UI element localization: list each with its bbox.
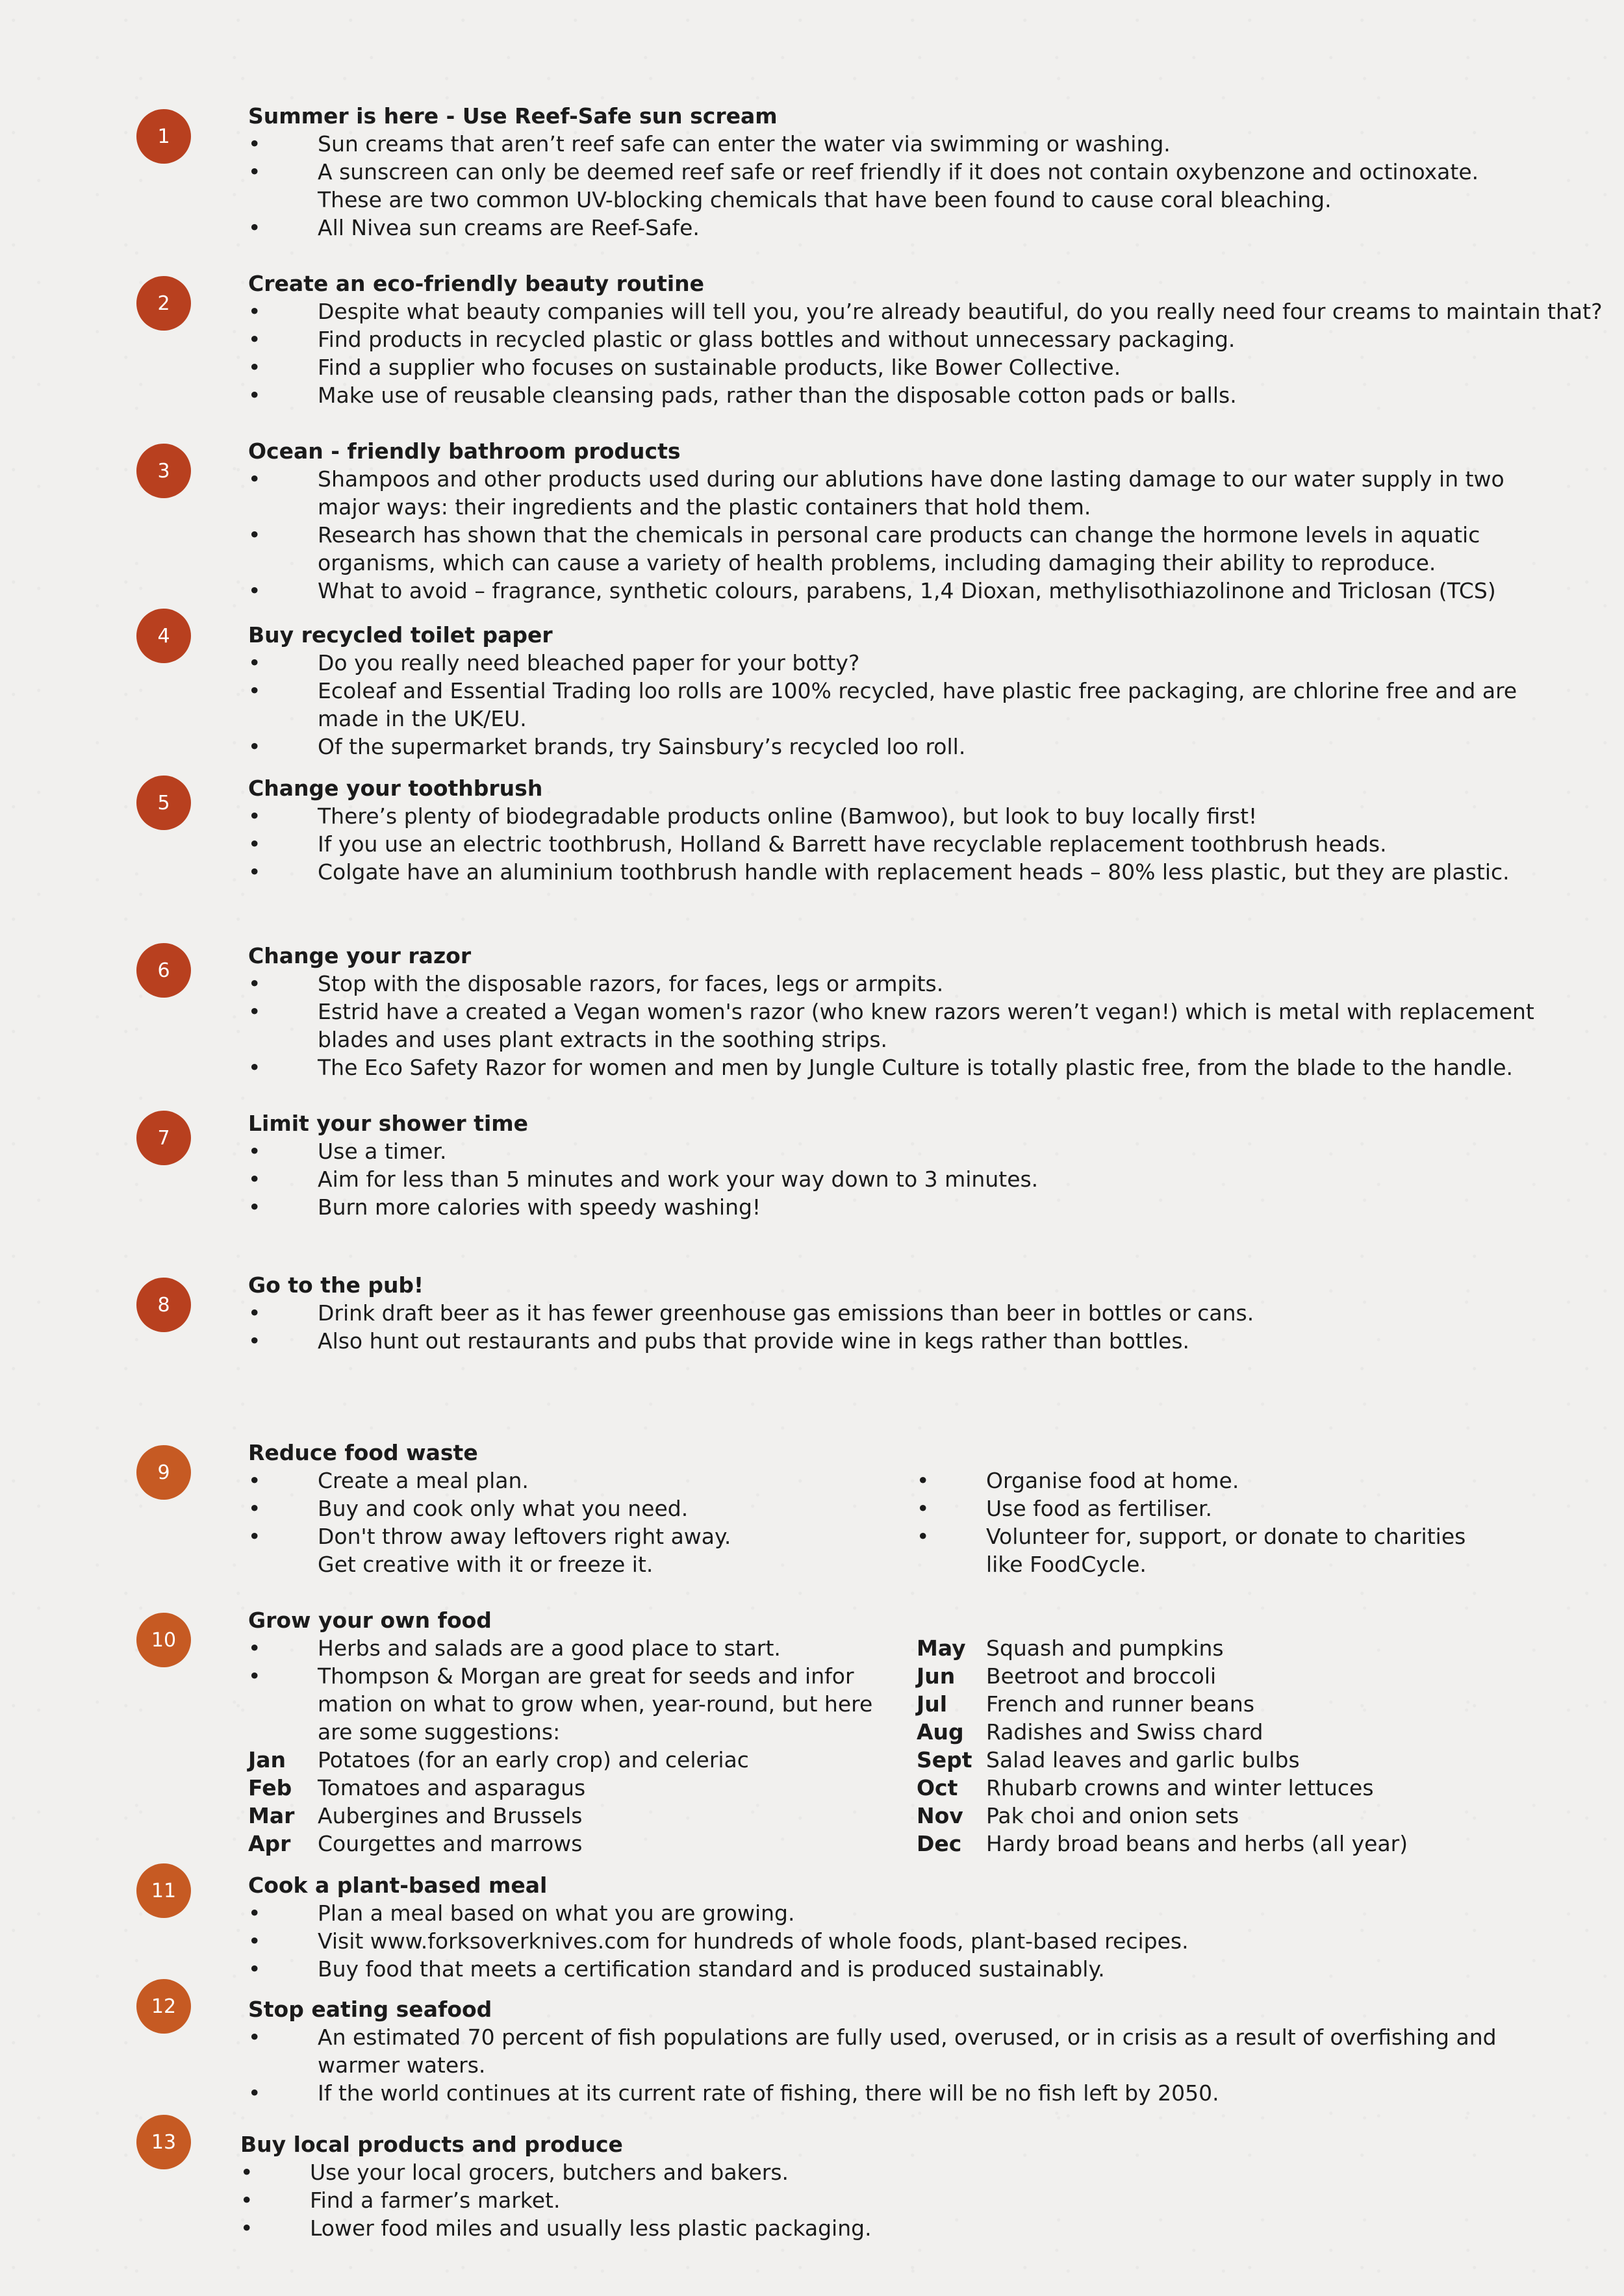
bullet-icon: • <box>240 2188 253 2213</box>
bullet-icon: • <box>917 1524 930 1549</box>
section-number-badge: 3 <box>136 444 191 498</box>
month-row <box>917 1830 1566 1858</box>
bullet-text: Use food as fertiliser. <box>986 1496 1212 1521</box>
bullet-icon: • <box>240 2160 253 2185</box>
bullet-item <box>248 998 1612 1026</box>
section-title: Change your razor <box>248 943 472 968</box>
bullet-text: These are two common UV-blocking chemicals that have been found to cause coral bleaching. <box>318 187 1332 212</box>
bullet-icon: • <box>248 1900 261 1926</box>
section-number-badge: 7 <box>136 1111 191 1165</box>
two-columns <box>248 1634 1612 1858</box>
bullet-item <box>248 1467 911 1495</box>
month-label: Feb <box>248 1775 292 1800</box>
right-column <box>917 1634 1566 1858</box>
section-number-badge: 12 <box>136 1979 191 2034</box>
section-title: Change your toothbrush <box>248 776 543 801</box>
bullet-text: Lower food miles and usually less plastic packaging. <box>310 2215 872 2241</box>
bullet-text: Stop with the disposable razors, for faces, legs or armpits. <box>318 971 944 996</box>
bullet-text: made in the UK/EU. <box>318 706 527 731</box>
section-number-badge: 5 <box>136 776 191 830</box>
bullet-item <box>917 1522 1566 1550</box>
bullet-icon: • <box>248 1524 261 1549</box>
section-title: Create an eco-friendly beauty routine <box>248 271 705 296</box>
bullet-text: Shampoos and other products used during our ablutions have done lasting damage to our water supply in two <box>318 466 1504 492</box>
bullet-item <box>248 677 1612 705</box>
bullet-icon: • <box>248 971 261 996</box>
bullet-item <box>248 1955 1612 1983</box>
bullet-icon: • <box>248 2080 261 2106</box>
bullet-text: Use a timer. <box>318 1139 447 1164</box>
tip-section-13 <box>240 2130 1605 2242</box>
tip-section-2 <box>248 270 1612 409</box>
bullet-icon: • <box>248 803 261 829</box>
month-label: Oct <box>917 1775 958 1800</box>
month-label: Apr <box>248 1831 291 1856</box>
bullet-text: There’s plenty of biodegradable products online (Bamwoo), but look to buy locally first! <box>318 803 1258 829</box>
bullet-item <box>248 1026 1612 1053</box>
month-row <box>248 1774 911 1802</box>
bullet-item <box>240 2158 1605 2186</box>
bullet-icon: • <box>248 2025 261 2050</box>
bullet-text: mation on what to grow when, year-round, but here <box>318 1691 873 1717</box>
month-suggestion: Courgettes and marrows <box>318 1831 583 1856</box>
tip-section-5 <box>248 774 1612 886</box>
section-number-badge: 2 <box>136 276 191 331</box>
bullet-item <box>248 465 1612 493</box>
tip-section-11 <box>248 1871 1612 1983</box>
bullet-item <box>248 186 1612 214</box>
month-suggestion: Radishes and Swiss chard <box>986 1719 1263 1745</box>
bullet-text: Plan a meal based on what you are growing. <box>318 1900 795 1926</box>
month-label: Jun <box>917 1663 956 1689</box>
bullet-icon: • <box>248 1167 261 1192</box>
bullet-text: Buy food that meets a certification standard and is produced sustainably. <box>318 1956 1105 1982</box>
month-suggestion: Salad leaves and garlic bulbs <box>986 1747 1300 1772</box>
tip-section-8 <box>248 1271 1612 1355</box>
section-number-badge: 4 <box>136 609 191 663</box>
bullet-icon: • <box>248 327 261 352</box>
bullet-text: Make use of reusable cleansing pads, rather than the disposable cotton pads or balls. <box>318 383 1237 408</box>
bullet-item <box>248 1550 911 1578</box>
bullet-icon: • <box>248 1663 261 1689</box>
section-number-badge: 13 <box>136 2115 191 2169</box>
bullet-text: What to avoid – fragrance, synthetic colours, parabens, 1,4 Dioxan, methylisothiazolinone and Triclosan (TCS) <box>318 578 1496 603</box>
bullet-icon: • <box>248 131 261 157</box>
bullet-text: A sunscreen can only be deemed reef safe or reef friendly if it does not contain oxybenzone and octinoxate. <box>318 159 1479 184</box>
bullet-icon: • <box>248 1139 261 1164</box>
month-label: Mar <box>248 1803 295 1828</box>
bullet-text: Find products in recycled plastic or glass bottles and without unnecessary packaging. <box>318 327 1236 352</box>
month-suggestion: Rhubarb crowns and winter lettuces <box>986 1775 1374 1800</box>
month-row <box>917 1718 1566 1746</box>
bullet-text: Aim for less than 5 minutes and work your way down to 3 minutes. <box>318 1167 1039 1192</box>
bullet-item <box>248 493 1612 521</box>
bullet-item <box>248 649 1612 677</box>
bullet-text: If the world continues at its current rate of fishing, there will be no fish left by 2050. <box>318 2080 1219 2106</box>
bullet-text: Organise food at home. <box>986 1468 1239 1493</box>
bullet-text: Despite what beauty companies will tell you, you’re already beautiful, do you really need four creams to maintain that? <box>318 299 1603 324</box>
bullet-item <box>248 130 1612 158</box>
month-row <box>917 1802 1566 1830</box>
bullet-item <box>240 2214 1605 2242</box>
month-row <box>917 1746 1566 1774</box>
bullet-text: If you use an electric toothbrush, Holland & Barrett have recyclable replacement toothbrush heads. <box>318 831 1387 857</box>
right-column <box>917 1467 1566 1578</box>
bullet-text: An estimated 70 percent of fish populations are fully used, overused, or in crisis as a result of overfishing and <box>318 2025 1497 2050</box>
section-number-badge: 1 <box>136 109 191 164</box>
bullet-text: Research has shown that the chemicals in personal care products can change the hormone levels in aquatic <box>318 522 1480 548</box>
bullet-item <box>248 830 1612 858</box>
left-column <box>248 1467 911 1578</box>
bullet-item <box>248 2079 1612 2107</box>
bullet-item <box>248 1193 1612 1221</box>
bullet-icon: • <box>248 1055 261 1080</box>
bullet-icon: • <box>248 1468 261 1493</box>
tip-section-4 <box>248 621 1612 761</box>
bullet-item <box>248 1899 1612 1927</box>
bullet-text: Ecoleaf and Essential Trading loo rolls are 100% recycled, have plastic free packaging, are chlorine free and are <box>318 678 1517 703</box>
bullet-item <box>248 1634 911 1662</box>
bullet-text: blades and uses plant extracts in the soothing strips. <box>318 1027 888 1052</box>
month-suggestion: Potatoes (for an early crop) and celeriac <box>318 1747 749 1772</box>
bullet-text: Use your local grocers, butchers and bakers. <box>310 2160 789 2185</box>
bullet-item <box>248 325 1612 353</box>
bullet-item <box>248 297 1612 325</box>
month-label: Jul <box>917 1691 948 1717</box>
bullet-item <box>248 2051 1612 2079</box>
bullet-icon: • <box>248 1300 261 1326</box>
section-title: Go to the pub! <box>248 1272 424 1298</box>
bullet-text: Do you really need bleached paper for your botty? <box>318 650 860 675</box>
bullet-text: Don't throw away leftovers right away. <box>318 1524 731 1549</box>
bullet-text: Find a farmer’s market. <box>310 2188 561 2213</box>
month-row <box>917 1690 1566 1718</box>
tip-section-6 <box>248 942 1612 1081</box>
month-row <box>248 1830 911 1858</box>
bullet-icon: • <box>240 2215 253 2241</box>
bullet-item <box>248 521 1612 549</box>
bullet-text: Of the supermarket brands, try Sainsbury’s recycled loo roll. <box>318 734 966 759</box>
bullet-item <box>248 353 1612 381</box>
bullet-icon: • <box>248 999 261 1024</box>
month-row <box>248 1802 911 1830</box>
bullet-item <box>248 577 1612 605</box>
bullet-icon: • <box>248 466 261 492</box>
bullet-icon: • <box>248 734 261 759</box>
section-title: Stop eating seafood <box>248 1997 492 2022</box>
bullet-text: Also hunt out restaurants and pubs that provide wine in kegs rather than bottles. <box>318 1328 1190 1354</box>
left-column <box>248 1634 911 1858</box>
bullet-item <box>240 2186 1605 2214</box>
bullet-text: Drink draft beer as it has fewer greenhouse gas emissions than beer in bottles or cans. <box>318 1300 1254 1326</box>
bullet-item <box>248 214 1612 242</box>
section-title: Reduce food waste <box>248 1440 478 1465</box>
tip-section-3 <box>248 437 1612 605</box>
bullet-icon: • <box>248 1928 261 1954</box>
section-title: Buy recycled toilet paper <box>248 622 553 648</box>
section-title: Ocean - friendly bathroom products <box>248 438 681 464</box>
bullet-item <box>917 1495 1566 1522</box>
bullet-item <box>248 1137 1612 1165</box>
section-title: Cook a plant-based meal <box>248 1873 548 1898</box>
bullet-icon: • <box>917 1496 930 1521</box>
bullet-text: Estrid have a created a Vegan women's razor (who knew razors weren’t vegan!) which is metal with replacement <box>318 999 1534 1024</box>
bullet-item <box>248 1927 1612 1955</box>
month-suggestion: Aubergines and Brussels <box>318 1803 583 1828</box>
bullet-item <box>248 2023 1612 2051</box>
bullet-item <box>248 802 1612 830</box>
month-suggestion: French and runner beans <box>986 1691 1255 1717</box>
bullet-text: Herbs and salads are a good place to start. <box>318 1635 781 1661</box>
bullet-icon: • <box>248 1496 261 1521</box>
bullet-item <box>917 1467 1566 1495</box>
tip-section-7 <box>248 1109 1612 1221</box>
bullet-item <box>248 970 1612 998</box>
bullet-item <box>248 705 1612 733</box>
bullet-icon: • <box>248 1194 261 1220</box>
bullet-item <box>248 733 1612 761</box>
tip-section-10 <box>248 1606 1612 1858</box>
bullet-text: Create a meal plan. <box>318 1468 529 1493</box>
bullet-text: are some suggestions: <box>318 1719 561 1745</box>
month-label: May <box>917 1635 966 1661</box>
month-row <box>248 1746 911 1774</box>
bullet-text: major ways: their ingredients and the plastic containers that hold them. <box>318 494 1091 520</box>
month-row <box>917 1634 1566 1662</box>
bullet-text: All Nivea sun creams are Reef-Safe. <box>318 215 700 240</box>
bullet-text: Sun creams that aren’t reef safe can enter the water via swimming or washing. <box>318 131 1171 157</box>
bullet-item <box>248 1299 1612 1327</box>
section-title: Buy local products and produce <box>240 2132 623 2157</box>
month-label: Jan <box>248 1747 286 1772</box>
bullet-text: like FoodCycle. <box>986 1552 1147 1577</box>
bullet-icon: • <box>248 355 261 380</box>
bullet-text: Buy and cook only what you need. <box>318 1496 689 1521</box>
section-title: Limit your shower time <box>248 1111 529 1136</box>
bullet-item <box>248 1662 911 1690</box>
bullet-icon: • <box>248 215 261 240</box>
section-number-badge: 9 <box>136 1445 191 1500</box>
month-row <box>917 1774 1566 1802</box>
bullet-icon: • <box>248 1328 261 1354</box>
bullet-text: organisms, which can cause a variety of health problems, including damaging their ability to reproduce. <box>318 550 1436 575</box>
two-columns <box>248 1467 1612 1578</box>
bullet-text: Burn more calories with speedy washing! <box>318 1194 761 1220</box>
month-label: Sept <box>917 1747 972 1772</box>
bullet-icon: • <box>917 1468 930 1493</box>
section-number-badge: 6 <box>136 943 191 998</box>
bullet-text: Get creative with it or freeze it. <box>318 1552 653 1577</box>
month-label: Dec <box>917 1831 962 1856</box>
bullet-item <box>248 549 1612 577</box>
bullet-item <box>248 1165 1612 1193</box>
bullet-item <box>248 158 1612 186</box>
bullet-item <box>248 1690 911 1718</box>
bullet-icon: • <box>248 1956 261 1982</box>
tip-section-9 <box>248 1439 1612 1578</box>
bullet-text: The Eco Safety Razor for women and men by Jungle Culture is totally plastic free, from the blade to the handle. <box>318 1055 1514 1080</box>
bullet-icon: • <box>248 831 261 857</box>
bullet-icon: • <box>248 383 261 408</box>
section-number-badge: 11 <box>136 1863 191 1918</box>
bullet-icon: • <box>248 522 261 548</box>
bullet-icon: • <box>248 578 261 603</box>
month-label: Aug <box>917 1719 964 1745</box>
bullet-text: Thompson & Morgan are great for seeds and infor <box>318 1663 854 1689</box>
bullet-item <box>248 858 1612 886</box>
section-number-badge: 8 <box>136 1278 191 1332</box>
bullet-text: warmer waters. <box>318 2052 486 2078</box>
bullet-icon: • <box>248 159 261 184</box>
bullet-item <box>248 1053 1612 1081</box>
bullet-item <box>248 381 1612 409</box>
month-label: Nov <box>917 1803 963 1828</box>
bullet-icon: • <box>248 299 261 324</box>
section-number-badge: 10 <box>136 1613 191 1667</box>
bullet-text: Colgate have an aluminium toothbrush handle with replacement heads – 80% less plastic, but they are plastic. <box>318 859 1510 885</box>
section-title: Grow your own food <box>248 1608 492 1633</box>
bullet-item <box>248 1327 1612 1355</box>
tip-section-1 <box>248 102 1612 242</box>
bullet-text: Volunteer for, support, or donate to charities <box>986 1524 1466 1549</box>
bullet-item <box>248 1718 911 1746</box>
bullet-item <box>917 1550 1566 1578</box>
month-suggestion: Hardy broad beans and herbs (all year) <box>986 1831 1408 1856</box>
month-suggestion: Beetroot and broccoli <box>986 1663 1217 1689</box>
bullet-icon: • <box>248 859 261 885</box>
bullet-icon: • <box>248 650 261 675</box>
bullet-item <box>248 1495 911 1522</box>
bullet-text: Visit www.forksoverknives.com for hundreds of whole foods, plant-based recipes. <box>318 1928 1189 1954</box>
month-suggestion: Tomatoes and asparagus <box>318 1775 586 1800</box>
bullet-icon: • <box>248 1635 261 1661</box>
section-title: Summer is here - Use Reef-Safe sun scream <box>248 103 778 129</box>
bullet-icon: • <box>248 678 261 703</box>
month-row <box>917 1662 1566 1690</box>
tip-section-12 <box>248 1995 1612 2107</box>
bullet-text: Find a supplier who focuses on sustainable products, like Bower Collective. <box>318 355 1121 380</box>
bullet-item <box>248 1522 911 1550</box>
month-suggestion: Pak choi and onion sets <box>986 1803 1239 1828</box>
month-suggestion: Squash and pumpkins <box>986 1635 1224 1661</box>
